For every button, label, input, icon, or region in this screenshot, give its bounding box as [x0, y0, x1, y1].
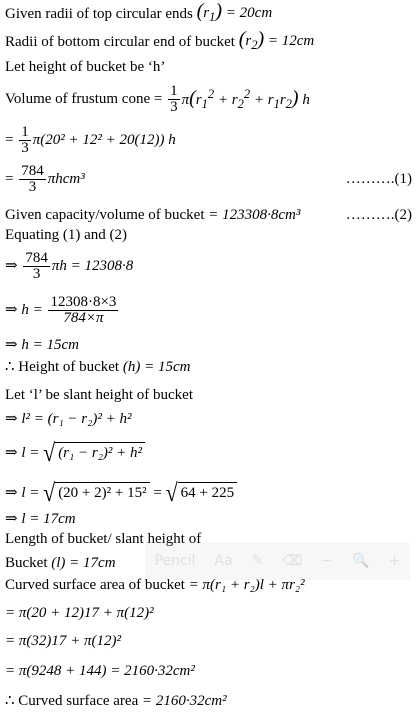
zoom-out-icon[interactable]: − — [321, 553, 334, 569]
line-csa-formula: Curved surface area of bucket = π(r₁ + r₂)l + πr₂² — [5, 577, 305, 593]
line-slant-formula: ⇒ l² = (r₁ − r₂)² + h² — [5, 411, 132, 427]
line-csa-substitute: = π(20 + 12)17 + π(12)² — [5, 605, 154, 621]
zoom-in-icon[interactable]: + — [388, 553, 401, 569]
line-csa-simplify: = π(32)17 + π(12)² — [5, 633, 122, 649]
pencil-label[interactable]: Pencil — [154, 553, 196, 569]
line-slant-sqrt: ⇒ l = √ (r₁ − r₂)² + h² — [5, 440, 414, 466]
line-h-value: ⇒ h = 15cm — [5, 337, 79, 353]
line-equation-h: ⇒ $\frac{784}{3}$ πh = 12308·8 — [5, 249, 134, 282]
eraser-icon[interactable]: ⌫ — [282, 553, 303, 569]
line-given-capacity: Given capacity/volume of bucket = 123308·8cm³ ……….(2) — [5, 207, 412, 223]
line-let-slant: Let ‘l’ be slant height of bucket — [5, 387, 193, 403]
line-height-result: ∴ Height of bucket (h) = 15cm — [5, 359, 191, 375]
pen-icon[interactable]: ✎ — [251, 553, 264, 569]
line-volume-formula: Volume of frustum cone = $\frac{1}{3}$ $\pi(r_1^2 + r_2^2 + r_1r_2)$ h — [5, 82, 310, 115]
line-volume-substitute: = $\frac{1}{3}$ π(20² + 12² + 20(12)) h — [5, 123, 176, 156]
line-slant-value: ⇒ l = 17cm — [5, 511, 76, 527]
line-length-label: Length of bucket/ slant height of — [5, 531, 202, 547]
line-let-height: Let height of bucket be ‘h’ — [5, 59, 166, 75]
faded-annotation-toolbar[interactable] — [145, 542, 410, 580]
line-solve-h: ⇒ h = $\frac{12308\cdot 8\times 3}{784\times\pi}$ — [5, 293, 117, 326]
equation-tag-1: ……….(1) — [345, 171, 412, 187]
text-tool-icon[interactable]: Aa — [214, 553, 233, 569]
line-equating: Equating (1) and (2) — [5, 227, 128, 243]
line-volume-result: = $\frac{784}{3}$ πhcm³ ……….(1) — [5, 162, 412, 195]
line-given-top-radius: Given radii of top circular ends $(r_1) = 20cm$ — [5, 0, 273, 24]
magnifier-icon[interactable]: 🔍 — [352, 553, 370, 569]
line-csa-compute: = π(9248 + 144) = 2160·32cm² — [5, 663, 195, 679]
line-csa-result: ∴ Curved surface area = 2160·32cm² — [5, 693, 227, 709]
equation-tag-2: ……….(2) — [345, 207, 412, 223]
line-given-bottom-radius: Radii of bottom circular end of bucket $(r_2) = 12cm$ — [5, 28, 315, 52]
line-bucket-slant: Bucket (l) = 17cm — [5, 555, 116, 571]
line-slant-substitute: ⇒ l = √ (20 + 2)² + 15² = √ 64 + 225 — [5, 480, 414, 506]
